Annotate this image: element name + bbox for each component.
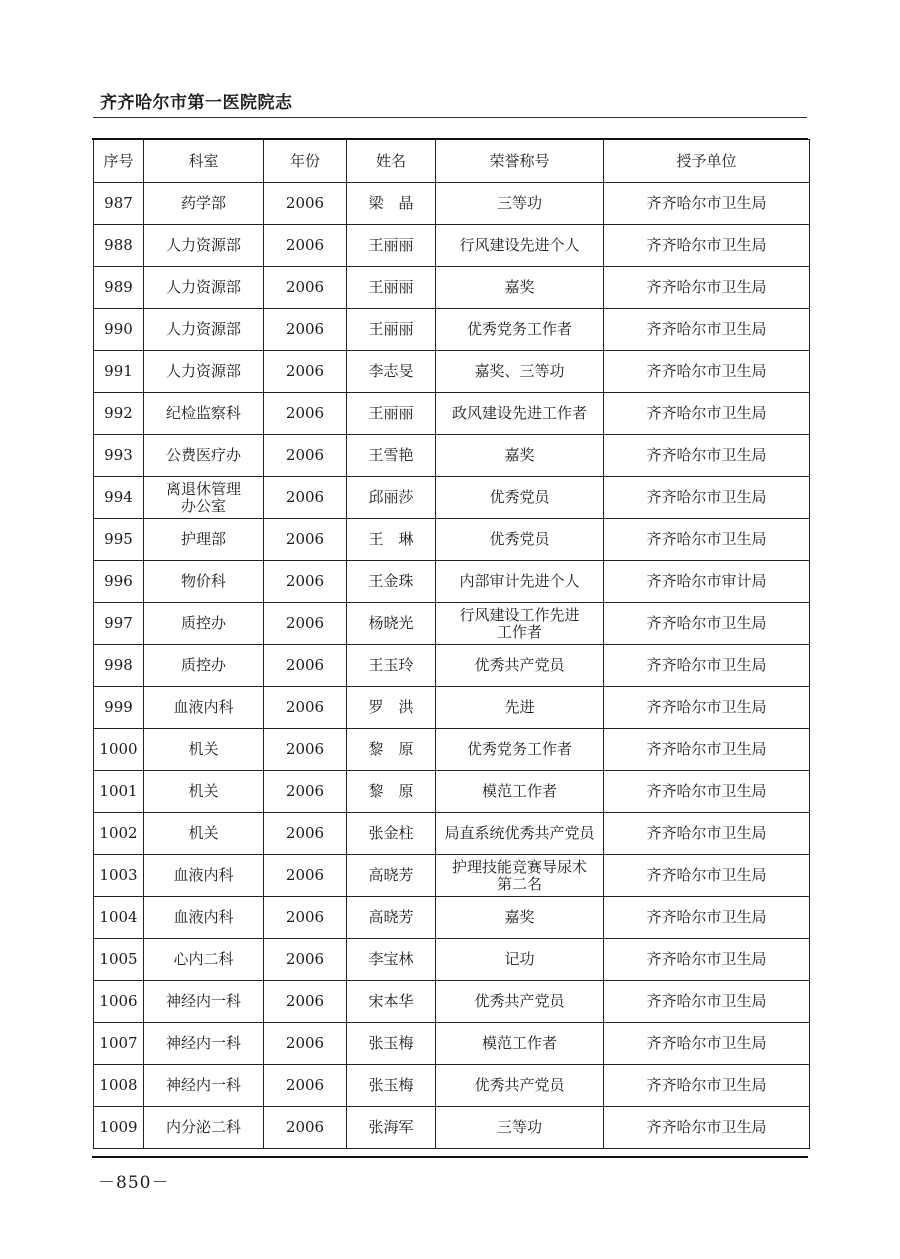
table-row	[94, 561, 810, 603]
cell-number: 1003	[94, 855, 144, 897]
cell-number: 1006	[94, 981, 144, 1023]
cell-issuer: 齐齐哈尔市卫生局	[604, 1065, 810, 1107]
cell-name: 张海军	[347, 1107, 436, 1149]
cell-issuer: 齐齐哈尔市卫生局	[604, 435, 810, 477]
cell-number: 1001	[94, 771, 144, 813]
cell-issuer: 齐齐哈尔市卫生局	[604, 939, 810, 981]
cell-issuer: 齐齐哈尔市卫生局	[604, 771, 810, 813]
cell-issuer: 齐齐哈尔市卫生局	[604, 183, 810, 225]
cell-name: 张玉梅	[347, 1023, 436, 1065]
cell-honor: 三等功	[436, 1107, 604, 1149]
cell-year: 2006	[264, 267, 347, 309]
cell-year: 2006	[264, 351, 347, 393]
cell-department: 纪检监察科	[144, 393, 264, 435]
cell-number: 1008	[94, 1065, 144, 1107]
cell-department: 血液内科	[144, 855, 264, 897]
cell-number: 1009	[94, 1107, 144, 1149]
cell-name: 黎 原	[347, 771, 436, 813]
cell-year: 2006	[264, 603, 347, 645]
cell-number: 994	[94, 477, 144, 519]
cell-name: 黎 原	[347, 729, 436, 771]
cell-name: 高晓芳	[347, 855, 436, 897]
cell-honor: 局直系统优秀共产党员	[436, 813, 604, 855]
cell-department: 人力资源部	[144, 267, 264, 309]
cell-honor: 优秀党务工作者	[436, 729, 604, 771]
cell-name: 宋本华	[347, 981, 436, 1023]
cell-number: 999	[94, 687, 144, 729]
cell-number: 988	[94, 225, 144, 267]
cell-honor: 模范工作者	[436, 771, 604, 813]
cell-issuer: 齐齐哈尔市卫生局	[604, 687, 810, 729]
cell-name: 王丽丽	[347, 267, 436, 309]
cell-name: 罗 洪	[347, 687, 436, 729]
cell-number: 987	[94, 183, 144, 225]
cell-issuer: 齐齐哈尔市卫生局	[604, 1107, 810, 1149]
cell-name: 梁 晶	[347, 183, 436, 225]
cell-number: 1004	[94, 897, 144, 939]
page-number: －850－	[98, 1173, 170, 1193]
cell-year: 2006	[264, 855, 347, 897]
cell-name: 王丽丽	[347, 393, 436, 435]
header-rule	[93, 117, 807, 118]
cell-name: 王丽丽	[347, 225, 436, 267]
cell-number: 1007	[94, 1023, 144, 1065]
table-row	[94, 393, 810, 435]
cell-department: 药学部	[144, 183, 264, 225]
cell-department: 物价科	[144, 561, 264, 603]
cell-honor: 嘉奖	[436, 267, 604, 309]
table-row	[94, 1023, 810, 1065]
col-header-name: 姓名	[347, 140, 436, 183]
cell-department: 公费医疗办	[144, 435, 264, 477]
cell-number: 990	[94, 309, 144, 351]
cell-name: 高晓芳	[347, 897, 436, 939]
cell-name: 邱丽莎	[347, 477, 436, 519]
cell-number: 993	[94, 435, 144, 477]
table-row	[94, 267, 810, 309]
table-top-border	[92, 138, 808, 140]
cell-year: 2006	[264, 981, 347, 1023]
cell-issuer: 齐齐哈尔市卫生局	[604, 855, 810, 897]
cell-number: 1000	[94, 729, 144, 771]
cell-year: 2006	[264, 897, 347, 939]
cell-year: 2006	[264, 519, 347, 561]
cell-honor: 行风建设工作先进 工作者	[436, 603, 604, 645]
cell-honor: 内部审计先进个人	[436, 561, 604, 603]
cell-name: 李宝林	[347, 939, 436, 981]
cell-issuer: 齐齐哈尔市卫生局	[604, 1023, 810, 1065]
cell-department: 内分泌二科	[144, 1107, 264, 1149]
cell-issuer: 齐齐哈尔市卫生局	[604, 267, 810, 309]
table-row	[94, 981, 810, 1023]
cell-honor: 优秀党员	[436, 519, 604, 561]
cell-number: 989	[94, 267, 144, 309]
cell-year: 2006	[264, 771, 347, 813]
cell-issuer: 齐齐哈尔市卫生局	[604, 309, 810, 351]
col-header-number: 序号	[94, 140, 144, 183]
cell-honor: 优秀党员	[436, 477, 604, 519]
col-header-department: 科室	[144, 140, 264, 183]
cell-year: 2006	[264, 939, 347, 981]
cell-year: 2006	[264, 393, 347, 435]
table-row	[94, 351, 810, 393]
cell-name: 张金柱	[347, 813, 436, 855]
cell-number: 996	[94, 561, 144, 603]
cell-name: 王金珠	[347, 561, 436, 603]
cell-department: 机关	[144, 729, 264, 771]
cell-issuer: 齐齐哈尔市卫生局	[604, 603, 810, 645]
table-row	[94, 603, 810, 645]
table-row	[94, 309, 810, 351]
cell-number: 997	[94, 603, 144, 645]
cell-name: 王玉玲	[347, 645, 436, 687]
cell-issuer: 齐齐哈尔市卫生局	[604, 813, 810, 855]
cell-department: 神经内一科	[144, 1065, 264, 1107]
cell-department: 血液内科	[144, 687, 264, 729]
cell-honor: 政风建设先进工作者	[436, 393, 604, 435]
cell-year: 2006	[264, 309, 347, 351]
cell-honor: 优秀共产党员	[436, 1065, 604, 1107]
cell-number: 995	[94, 519, 144, 561]
cell-honor: 优秀共产党员	[436, 645, 604, 687]
table-row	[94, 855, 810, 897]
cell-honor: 记功	[436, 939, 604, 981]
cell-year: 2006	[264, 645, 347, 687]
table-row	[94, 771, 810, 813]
col-header-issuer: 授予单位	[604, 140, 810, 183]
cell-name: 杨晓光	[347, 603, 436, 645]
cell-honor: 优秀党务工作者	[436, 309, 604, 351]
cell-number: 1002	[94, 813, 144, 855]
cell-year: 2006	[264, 729, 347, 771]
cell-issuer: 齐齐哈尔市卫生局	[604, 519, 810, 561]
table-row	[94, 687, 810, 729]
cell-year: 2006	[264, 687, 347, 729]
table-row	[94, 897, 810, 939]
cell-honor: 嘉奖、三等功	[436, 351, 604, 393]
cell-year: 2006	[264, 225, 347, 267]
cell-name: 王丽丽	[347, 309, 436, 351]
cell-number: 991	[94, 351, 144, 393]
cell-year: 2006	[264, 1107, 347, 1149]
cell-department: 质控办	[144, 603, 264, 645]
table-row	[94, 519, 810, 561]
table-row	[94, 183, 810, 225]
cell-honor: 优秀共产党员	[436, 981, 604, 1023]
cell-year: 2006	[264, 1065, 347, 1107]
running-title: 齐齐哈尔市第一医院院志	[100, 93, 293, 113]
cell-honor: 模范工作者	[436, 1023, 604, 1065]
cell-department: 心内二科	[144, 939, 264, 981]
table-row	[94, 645, 810, 687]
cell-department: 人力资源部	[144, 309, 264, 351]
table-row	[94, 729, 810, 771]
cell-department: 神经内一科	[144, 1023, 264, 1065]
cell-year: 2006	[264, 813, 347, 855]
cell-number: 998	[94, 645, 144, 687]
cell-department: 机关	[144, 771, 264, 813]
cell-name: 李志旻	[347, 351, 436, 393]
table-row	[94, 225, 810, 267]
table-row	[94, 1065, 810, 1107]
table-row	[94, 813, 810, 855]
table-header-row	[94, 140, 810, 183]
cell-department: 机关	[144, 813, 264, 855]
table-row	[94, 435, 810, 477]
cell-year: 2006	[264, 477, 347, 519]
table-body	[94, 183, 810, 1149]
cell-issuer: 齐齐哈尔市卫生局	[604, 351, 810, 393]
cell-honor: 护理技能竞赛导尿术 第二名	[436, 855, 604, 897]
cell-issuer: 齐齐哈尔市审计局	[604, 561, 810, 603]
cell-issuer: 齐齐哈尔市卫生局	[604, 225, 810, 267]
cell-honor: 三等功	[436, 183, 604, 225]
cell-honor: 先进	[436, 687, 604, 729]
cell-issuer: 齐齐哈尔市卫生局	[604, 981, 810, 1023]
col-header-honor: 荣誉称号	[436, 140, 604, 183]
table-row	[94, 477, 810, 519]
cell-department: 人力资源部	[144, 225, 264, 267]
cell-honor: 嘉奖	[436, 435, 604, 477]
table-bottom-border	[92, 1156, 808, 1158]
cell-year: 2006	[264, 1023, 347, 1065]
cell-department: 质控办	[144, 645, 264, 687]
cell-year: 2006	[264, 435, 347, 477]
cell-year: 2006	[264, 183, 347, 225]
cell-issuer: 齐齐哈尔市卫生局	[604, 477, 810, 519]
cell-department: 血液内科	[144, 897, 264, 939]
col-header-year: 年份	[264, 140, 347, 183]
cell-number: 1005	[94, 939, 144, 981]
cell-issuer: 齐齐哈尔市卫生局	[604, 393, 810, 435]
cell-issuer: 齐齐哈尔市卫生局	[604, 645, 810, 687]
cell-department: 护理部	[144, 519, 264, 561]
cell-number: 992	[94, 393, 144, 435]
honors-table	[93, 139, 810, 1149]
cell-department: 神经内一科	[144, 981, 264, 1023]
cell-name: 张玉梅	[347, 1065, 436, 1107]
cell-issuer: 齐齐哈尔市卫生局	[604, 897, 810, 939]
cell-name: 王 琳	[347, 519, 436, 561]
table-row	[94, 1107, 810, 1149]
cell-department: 人力资源部	[144, 351, 264, 393]
cell-year: 2006	[264, 561, 347, 603]
cell-honor: 行风建设先进个人	[436, 225, 604, 267]
cell-issuer: 齐齐哈尔市卫生局	[604, 729, 810, 771]
cell-department: 离退休管理 办公室	[144, 477, 264, 519]
cell-honor: 嘉奖	[436, 897, 604, 939]
cell-name: 王雪艳	[347, 435, 436, 477]
table-row	[94, 939, 810, 981]
